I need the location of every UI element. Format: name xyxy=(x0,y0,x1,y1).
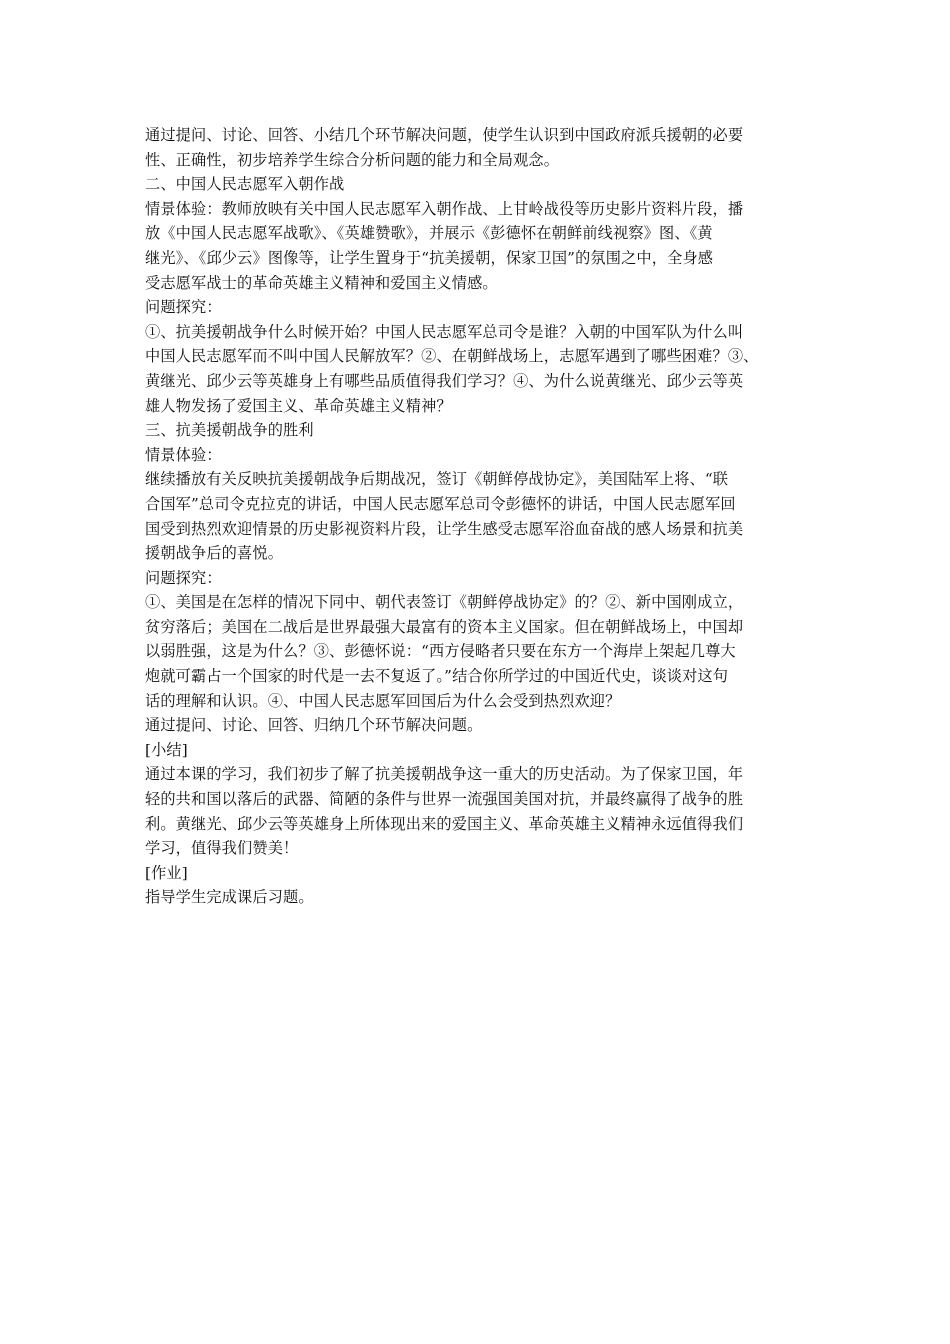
text-line: 炮就可霸占一个国家的时代是一去不复返了。”结合你所学过的中国近代史，谈谈对这句 xyxy=(145,667,729,686)
section-heading: 三、抗美援朝战争的胜利 xyxy=(145,421,314,440)
text-line: 合国军”总司令克拉克的讲话，中国人民志愿军总司令彭德怀的讲话，中国人民志愿军回 xyxy=(145,494,736,513)
text-line: 学习，值得我们赞美！ xyxy=(145,839,299,858)
text-line: 话的理解和认识。④、中国人民志愿军回国后为什么会受到热烈欢迎？ xyxy=(145,691,621,710)
text-line: 中国人民志愿军而不叫中国人民解放军？②、在朝鲜战场上，志愿军遇到了哪些困难？③、 xyxy=(145,347,759,366)
text-line: 通过提问、讨论、回答、归纳几个环节解决问题。 xyxy=(145,716,483,735)
text-line: 放《中国人民志愿军战歌》、《英雄赞歌》，并展示《彭德怀在朝鲜前线视察》图、《黄 xyxy=(145,224,713,243)
subheading: [小结] xyxy=(145,740,188,759)
document-body xyxy=(145,123,815,910)
text-line: 情景体验：教师放映有关中国人民志愿军入朝作战、上甘岭战役等历史影片资料片段，播 xyxy=(145,199,744,218)
text-line: 性、正确性，初步培养学生综合分析问题的能力和全局观念。 xyxy=(145,150,560,169)
text-line: 通过提问、讨论、回答、小结几个环节解决问题，使学生认识到中国政府派兵援朝的必要 xyxy=(145,126,744,144)
subheading: 问题探究： xyxy=(145,298,222,317)
text-line: 雄人物发扬了爱国主义、革命英雄主义精神？ xyxy=(145,396,452,415)
text-line: 贫穷落后；美国在二战后是世界最强大最富有的资本主义国家。但在朝鲜战场上，中国却 xyxy=(145,617,744,636)
subheading: 问题探究： xyxy=(145,568,222,587)
text-line: 黄继光、邱少云等英雄身上有哪些品质值得我们学习？④、为什么说黄继光、邱少云等英 xyxy=(145,371,744,390)
text-line: 受志愿军战士的革命英雄主义精神和爱国主义情感。 xyxy=(145,273,498,292)
text-line: 继续播放有关反映抗美援朝战争后期战况，签订《朝鲜停战协定》，美国陆军上将、“联 xyxy=(145,470,729,489)
text-line: 通过本课的学习，我们初步了解了抗美援朝战争这一重大的历史活动。为了保家卫国，年 xyxy=(145,765,744,784)
text-line: 援朝战争后的喜悦。 xyxy=(145,544,284,563)
text-line: ①、美国是在怎样的情况下同中、朝代表签订《朝鲜停战协定》的？②、新中国刚成立， xyxy=(145,593,744,612)
section-heading: 二、中国人民志愿军入朝作战 xyxy=(145,175,345,194)
text-line: 继光》、《邱少云》图像等，让学生置身于“抗美援朝，保家卫国”的氛围之中，全身感 xyxy=(145,248,714,267)
text-line: 轻的共和国以落后的武器、简陋的条件与世界一流强国美国对抗，并最终赢得了战争的胜 xyxy=(145,790,744,809)
text-line: 利。黄继光、邱少云等英雄身上所体现出来的爱国主义、革命英雄主义精神永远值得我们 xyxy=(145,814,744,833)
text-line: 以弱胜强，这是为什么？③、彭德怀说：“西方侵略者只要在东方一个海岸上架起几尊大 xyxy=(145,642,736,661)
subheading: 情景体验： xyxy=(145,445,222,464)
text-line: 指导学生完成课后习题。 xyxy=(145,888,314,907)
text-line: ①、抗美援朝战争什么时候开始？中国人民志愿军总司令是谁？入朝的中国军队为什么叫 xyxy=(145,322,744,341)
text-line: 国受到热烈欢迎情景的历史影视资料片段，让学生感受志愿军浴血奋战的感人场景和抗美 xyxy=(145,519,744,538)
subheading: [作业] xyxy=(145,863,188,882)
